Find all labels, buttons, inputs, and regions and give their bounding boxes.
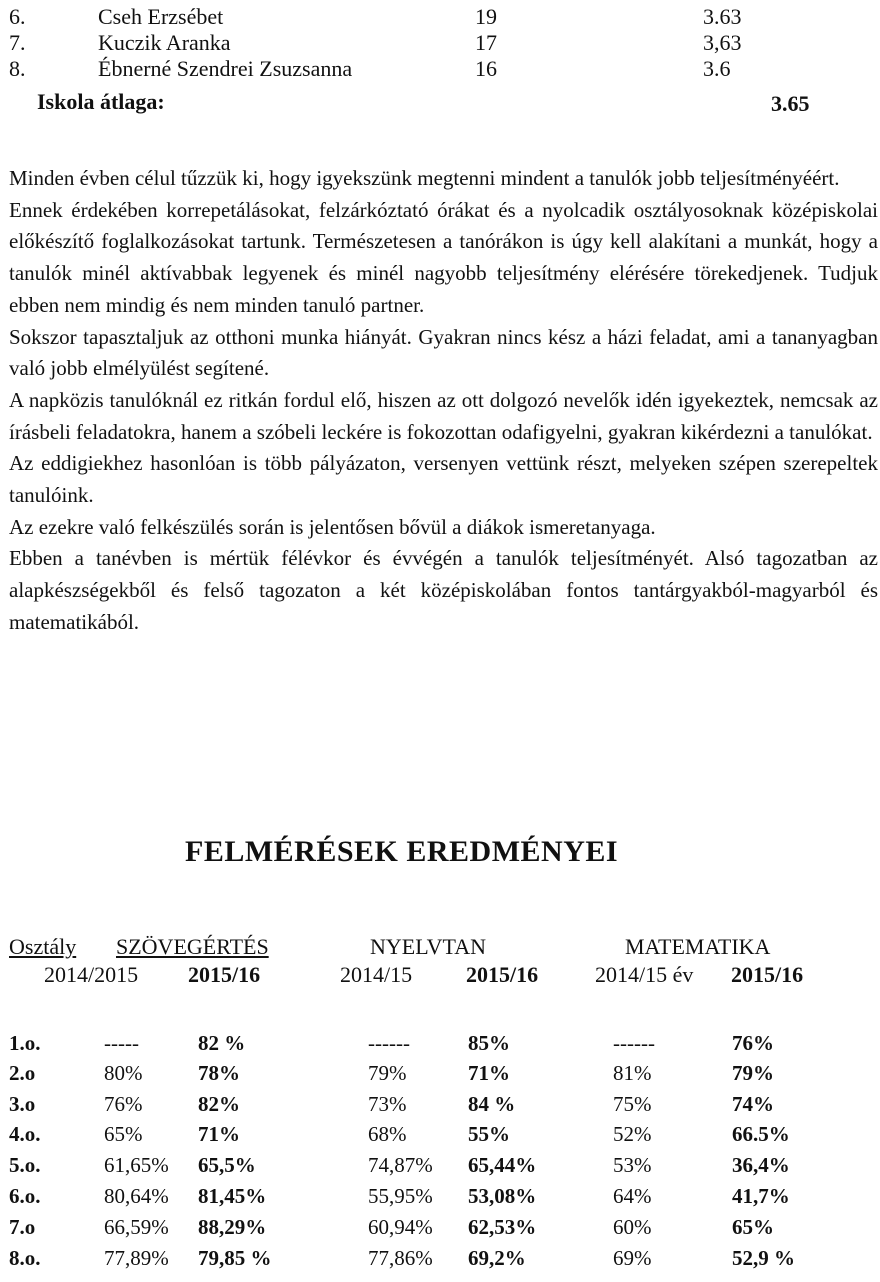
table-cell: 88,29% (198, 1215, 267, 1239)
row-label: 6.o. (9, 1184, 41, 1208)
rank-count: 17 (475, 30, 497, 55)
table-cell: 55% (468, 1122, 510, 1146)
subheader-year: 2015/16 (466, 962, 539, 987)
school-average-label: Iskola átlaga: (37, 89, 165, 114)
table-cell: 69% (613, 1246, 652, 1270)
table-cell: 61,65% (104, 1153, 169, 1177)
paragraph: Ebben a tanévben is mértük félévkor és évvégén a tanulók teljesítményét. Alsó tagozatban az alapkészségekből és felső tagozaton a két középiskolában fontos tantárgyakból-magyarból és matematikából. (9, 546, 878, 634)
table-cell: 65% (732, 1215, 774, 1239)
table-cell: 36,4% (732, 1153, 790, 1177)
table-cell: 71% (198, 1122, 240, 1146)
paragraph: Sokszor tapasztaljuk az otthoni munka hiányát. Gyakran nincs kész a házi feladat, ami a tananyagban való jobb elmélyülést segítené. (9, 324, 878, 381)
table-cell: 53,08% (468, 1184, 537, 1208)
table-cell: 76% (732, 1031, 774, 1055)
section-title: FELMÉRÉSEK EREDMÉNYEI (185, 835, 619, 868)
table-cell: 53% (613, 1153, 652, 1177)
table-cell: 79% (732, 1061, 774, 1085)
table-cell: 77,86% (368, 1246, 433, 1270)
header-class: Osztály (9, 934, 77, 959)
table-cell: 64% (613, 1184, 652, 1208)
table-cell: 65,44% (468, 1153, 537, 1177)
row-label: 7.o (9, 1215, 36, 1239)
table-cell: 71% (468, 1061, 510, 1085)
row-label: 1.o. (9, 1031, 41, 1055)
table-cell: 82% (198, 1092, 240, 1116)
table-cell: 65,5% (198, 1153, 256, 1177)
body-text (9, 163, 878, 639)
paragraph: A napközis tanulóknál ez ritkán fordul elő, hiszen az ott dolgozó nevelők idén igyekeztek, nemcsak az írásbeli feladatokra, hanem a szóbeli leckére is fokozottan odafigyelni, gyakran kikérdezni a tanulókat. (9, 387, 878, 444)
header-math: MATEMATIKA (625, 934, 771, 959)
table-cell: 80,64% (104, 1184, 169, 1208)
table-cell: 79% (368, 1061, 407, 1085)
table-cell: 69,2% (468, 1246, 526, 1270)
table-cell: 78% (198, 1061, 240, 1085)
table-cell: 55,95% (368, 1184, 433, 1208)
row-label: 2.o (9, 1061, 36, 1085)
subheader-year: 2015/16 (188, 962, 261, 987)
table-cell: 74% (732, 1092, 774, 1116)
table-cell: 62,53% (468, 1215, 537, 1239)
row-label: 3.o (9, 1092, 36, 1116)
table-cell: 74,87% (368, 1153, 433, 1177)
table-cell: 84 % (468, 1092, 516, 1116)
paragraph: Az eddigiekhez hasonlóan is több pályázaton, versenyen vettünk részt, melyeken szépen szerepeltek tanulóink. (9, 451, 878, 508)
row-label: 5.o. (9, 1153, 41, 1177)
rank-count: 19 (475, 4, 497, 29)
table-cell: ----- (104, 1031, 139, 1055)
table-cell: 52,9 % (732, 1246, 795, 1270)
table-cell: ------ (368, 1031, 410, 1055)
rank-count: 16 (475, 56, 497, 81)
subheader-year: 2014/2015 (44, 962, 139, 987)
table-cell: 79,85 % (198, 1246, 272, 1270)
table-cell: 82 % (198, 1031, 246, 1055)
row-label: 4.o. (9, 1122, 41, 1146)
table-cell: 66.5% (732, 1122, 790, 1146)
table-cell: 80% (104, 1061, 143, 1085)
teacher-name: Kuczik Aranka (98, 30, 231, 55)
rank-number: 8. (9, 56, 26, 81)
paragraph: Ennek érdekében korrepetálásokat, felzárkóztató órákat és a nyolcadik osztályosoknak középiskolai előkészítő foglalkozásokat tartunk. Természetesen a tanórákon is úgy kell alakítani a munkát, hogy a tanulók minél aktívabbak legyenek és minél nagyobb teljesítmény elérésére törekedjenek. Tudjuk ebben nem mindig és nem minden tanuló partner. (9, 197, 878, 317)
table-cell: 85% (468, 1031, 510, 1055)
header-grammar: NYELVTAN (370, 934, 486, 959)
table-cell: 76% (104, 1092, 143, 1116)
table-cell: 52% (613, 1122, 652, 1146)
table-cell: 81,45% (198, 1184, 267, 1208)
table-cell: 77,89% (104, 1246, 169, 1270)
rank-number: 6. (9, 4, 26, 29)
rank-average: 3.6 (703, 56, 731, 81)
table-cell: 73% (368, 1092, 407, 1116)
school-average-value: 3.65 (771, 91, 810, 116)
paragraph: Minden évben célul tűzzük ki, hogy igyekszünk megtenni mindent a tanulók jobb teljesítményéért. (9, 166, 840, 190)
table-cell: 66,59% (104, 1215, 169, 1239)
table-cell: 60% (613, 1215, 652, 1239)
teacher-name: Ébnerné Szendrei Zsuzsanna (98, 56, 353, 81)
subheader-year: 2014/15 (340, 962, 413, 987)
table-cell: 75% (613, 1092, 652, 1116)
table-cell: 65% (104, 1122, 143, 1146)
table-cell: 41,7% (732, 1184, 790, 1208)
subheader-year: 2014/15 év (595, 962, 694, 987)
table-cell: 81% (613, 1061, 652, 1085)
paragraph: Az ezekre való felkészülés során is jelentősen bővül a diákok ismeretanyaga. (9, 514, 656, 539)
table-cell: 68% (368, 1122, 407, 1146)
header-reading: SZÖVEGÉRTÉS (116, 934, 269, 959)
subheader-year: 2015/16 (731, 962, 804, 987)
rank-number: 7. (9, 30, 26, 55)
rank-average: 3,63 (703, 30, 742, 55)
table-cell: ------ (613, 1031, 655, 1055)
rank-average: 3.63 (703, 4, 742, 29)
row-label: 8.o. (9, 1246, 41, 1270)
table-cell: 60,94% (368, 1215, 433, 1239)
teacher-name: Cseh Erzsébet (98, 4, 224, 29)
